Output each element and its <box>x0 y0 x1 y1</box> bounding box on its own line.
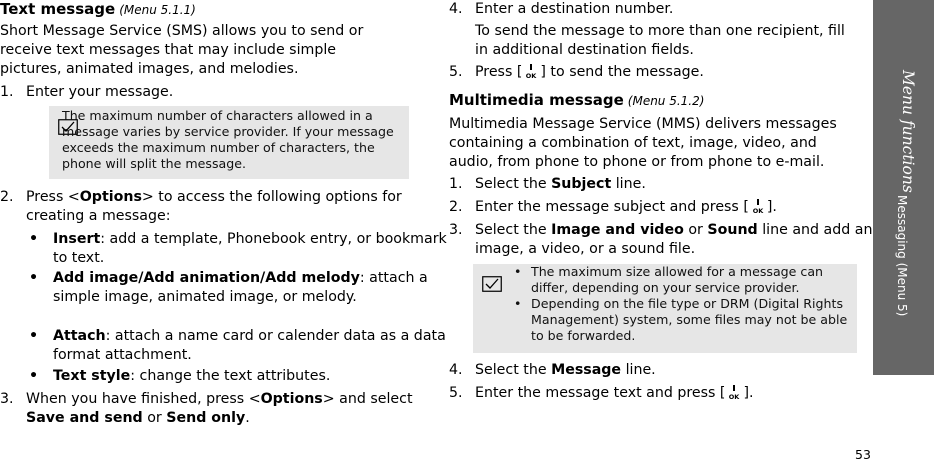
section-title: Text message <box>0 0 116 18</box>
step-text: When you have finished, press < <box>26 391 261 407</box>
step-5 <box>449 63 875 82</box>
step-text: Enter your message. <box>26 84 174 100</box>
field-name: Message <box>551 362 622 378</box>
step-text: line and add an image, a video, or a sound file. <box>475 222 873 257</box>
mms-step-5 <box>449 384 875 403</box>
option-desc: : attach a name card or calender data as a data format attachment. <box>53 328 446 363</box>
step-text: > to access the following options for creating a message: <box>26 189 402 224</box>
option-desc: : add a template, Phonebook entry, or bookmark to text. <box>53 231 447 266</box>
options-softkey: Options <box>79 189 142 205</box>
option-name: Text style <box>53 368 131 384</box>
step-text: Select the <box>475 176 552 192</box>
note-box <box>473 264 857 353</box>
step-number: 3. <box>449 222 463 238</box>
step-number: 4. <box>449 1 463 17</box>
step-text: or <box>683 222 708 238</box>
note-text: The maximum size allowed for a message can differ, depending on your service provider. <box>531 264 824 295</box>
bullet-dot: • <box>29 368 39 384</box>
step-number: 5. <box>449 64 463 80</box>
svg-text:OK: OK <box>729 393 740 401</box>
step-number: 2. <box>0 189 14 205</box>
field-name: Sound <box>707 222 758 238</box>
step-4-extra: To send the message to more than one recipient, fill in additional destination fields. <box>475 23 845 58</box>
chapter-title: Menu functions <box>899 70 917 193</box>
mms-step-3 <box>449 221 875 259</box>
step-2 <box>0 188 426 226</box>
step-number: 1. <box>449 176 463 192</box>
step-text: ]. <box>766 199 777 215</box>
option-name: Insert <box>53 231 101 247</box>
option-name: Attach <box>53 328 106 344</box>
option-name: Add melody <box>265 270 360 286</box>
note-text: The maximum number of characters allowed in a message varies by service provider. If your message exceeds the maximum number of characters, the phone will split the message. <box>62 108 394 171</box>
ok-key-icon <box>751 198 765 215</box>
option-name: Add animation <box>143 270 261 286</box>
option-desc: : change the text attributes. <box>130 368 331 384</box>
step-text: line. <box>621 362 656 378</box>
mms-step-2 <box>449 198 875 217</box>
step-number: 5. <box>449 385 463 401</box>
step-text: Press [ <box>475 64 523 80</box>
bullet-dot: • <box>514 264 522 279</box>
page-number: 53 <box>855 447 871 462</box>
bullet-dot: • <box>29 270 39 286</box>
option-desc: : attach a simple image, animated image, or melody. <box>53 270 428 305</box>
bullet-dot: • <box>514 296 522 311</box>
section-title: Multimedia message <box>449 91 624 109</box>
field-name: Image and video <box>551 222 684 238</box>
note-check-icon <box>482 276 502 292</box>
note-box <box>49 106 409 179</box>
section-title-multimedia <box>449 91 859 110</box>
chapter-tab <box>873 0 934 375</box>
note-text: Depending on the file type or DRM (Digital Rights Management) system, some files may not be able to be forwarded. <box>531 296 848 343</box>
bullet-dot: • <box>29 231 39 247</box>
step-text: line. <box>611 176 646 192</box>
step-text: > and select <box>322 391 413 407</box>
menu-ref: (Menu 5.1.1) <box>119 3 196 17</box>
step-number: 1. <box>0 84 14 100</box>
step-text: Select the <box>475 362 552 378</box>
section-title-text-message <box>0 0 410 19</box>
step-3 <box>0 390 426 428</box>
field-name: Subject <box>551 176 612 192</box>
bullet-insert <box>0 230 453 268</box>
step-text: or <box>142 410 167 426</box>
menu-ref: (Menu 5.1.2) <box>627 94 705 108</box>
bullet-text-style <box>0 367 453 386</box>
ok-key-icon <box>727 384 741 401</box>
mms-intro: Multimedia Message Service (MMS) delivers messages containing a combination of text, image, video, and audio, from phone to phone or from phone to e-mail. <box>449 116 837 170</box>
step-4 <box>449 0 875 19</box>
step-text: Press < <box>26 189 80 205</box>
bullet-dot: • <box>29 328 39 344</box>
step-number: 3. <box>0 391 14 407</box>
step-text: ]. <box>743 385 754 401</box>
bullet-attach <box>0 327 453 365</box>
step-text: Select the <box>475 222 552 238</box>
option-name: Add image <box>53 270 139 286</box>
step-text: . <box>245 410 250 426</box>
menu-option: Send only <box>166 410 246 426</box>
note-bullet <box>505 296 855 344</box>
step-number: 4. <box>449 362 463 378</box>
sms-intro: Short Message Service (SMS) allows you to send or receive text messages that may include simple pictures, animated images, and melodies. <box>0 23 364 77</box>
ok-key-icon <box>524 63 538 80</box>
option-separator: / <box>138 270 144 286</box>
step-text: ] to send the message. <box>540 64 704 80</box>
option-separator: / <box>260 270 266 286</box>
section-subtitle: Messaging (Menu 5) <box>895 195 909 317</box>
step-text: Enter the message text and press [ <box>475 385 726 401</box>
svg-text:OK: OK <box>752 207 764 215</box>
options-softkey: Options <box>260 391 323 407</box>
svg-text:OK: OK <box>526 72 537 80</box>
mms-step-1 <box>449 175 875 194</box>
step-text: Enter a destination number. <box>475 1 674 17</box>
menu-option: Save and send <box>26 410 143 426</box>
step-text: Enter the message subject and press [ <box>475 199 749 215</box>
step-1 <box>0 83 426 102</box>
mms-step-4 <box>449 361 875 380</box>
note-bullet <box>505 264 855 296</box>
step-number: 2. <box>449 199 463 215</box>
bullet-add <box>0 269 453 307</box>
